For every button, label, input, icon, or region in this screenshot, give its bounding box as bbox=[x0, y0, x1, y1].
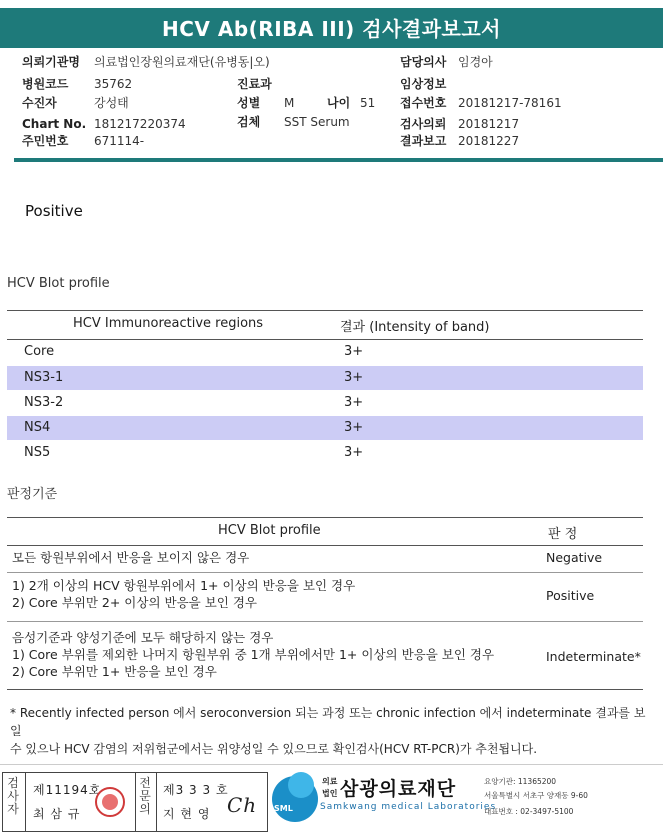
result-cell: 3+ bbox=[344, 445, 364, 460]
info-line-2: 서울특별시 서초구 양재동 9-60 bbox=[484, 791, 588, 800]
specialist-signature: Ch bbox=[227, 793, 258, 817]
signature-divider bbox=[25, 773, 26, 831]
table-row bbox=[7, 391, 643, 415]
criteria-row-2-judgement: Positive bbox=[546, 588, 595, 603]
region-cell: NS4 bbox=[24, 420, 51, 435]
blot-table-top-rule bbox=[7, 310, 643, 311]
specialist-label: 전문의 bbox=[139, 776, 151, 816]
criteria-title: 판정기준 bbox=[7, 487, 58, 502]
request-value: 20181217 bbox=[458, 117, 520, 131]
region-cell: NS3-1 bbox=[24, 370, 64, 385]
report-date-label: 결과보고 bbox=[400, 134, 447, 148]
footnote-line-2: 수 있으나 HCV 감염의 저위험군에서는 위양성일 수 있으므로 확인검사(HCV RT-PCR)가 추천됩니다. bbox=[10, 742, 538, 756]
signature-divider bbox=[135, 773, 136, 831]
sml-logo-accent-icon bbox=[288, 772, 314, 798]
result-cell: 3+ bbox=[344, 370, 364, 385]
signature-box bbox=[2, 772, 268, 832]
request-label: 검사의뢰 bbox=[400, 117, 447, 131]
specialist-number: 제3 3 3 호 bbox=[163, 783, 229, 797]
age-label: 나이 bbox=[327, 96, 351, 110]
info-line-3: 대표번호 : 02-3497-5100 bbox=[484, 807, 574, 816]
region-cell: Core bbox=[24, 344, 55, 359]
examiner-label: 검사자 bbox=[7, 776, 19, 816]
criteria-bottom-rule bbox=[7, 689, 643, 690]
col-header-region: HCV Immunoreactive regions bbox=[73, 316, 264, 331]
doctor-label: 담당의사 bbox=[400, 55, 447, 69]
age-value: 51 bbox=[360, 96, 376, 110]
region-cell: NS3-2 bbox=[24, 395, 64, 410]
region-cell: NS5 bbox=[24, 445, 51, 460]
result-cell: 3+ bbox=[344, 395, 364, 410]
criteria-row-1-judgement: Negative bbox=[546, 550, 603, 565]
table-row bbox=[7, 441, 643, 465]
dept-label: 진료과 bbox=[237, 77, 272, 91]
hospital-code-value: 35762 bbox=[94, 77, 133, 91]
examiner-name: 최 삼 규 bbox=[33, 807, 81, 821]
institution-value: 의료법인장원의료재단(유병동|오) bbox=[94, 55, 270, 69]
brand-prefix-top: 의료 bbox=[322, 777, 338, 786]
col-header-profile: HCV Blot profile bbox=[218, 523, 321, 538]
criteria-row-1-text: 모든 항원부위에서 반응을 보이지 않은 경우 bbox=[12, 550, 250, 565]
examiner-seal-icon bbox=[95, 787, 125, 817]
overall-result: Positive bbox=[25, 202, 83, 220]
criteria-header-rule bbox=[7, 545, 643, 546]
clinical-label: 임상정보 bbox=[400, 77, 447, 91]
criteria-row-2-line1: 1) 2개 이상의 HCV 항원부위에서 1+ 이상의 반응을 보인 경우 bbox=[12, 578, 356, 593]
footnote bbox=[10, 704, 646, 758]
brand-prefix-bottom: 법인 bbox=[322, 789, 338, 798]
criteria-row-3-line1: 음성기준과 양성기준에 모두 해당하지 않는 경우 bbox=[12, 630, 274, 645]
sex-value: M bbox=[284, 96, 295, 110]
criteria-row-3-judgement: Indeterminate* bbox=[546, 649, 641, 664]
criteria-row-rule bbox=[7, 572, 643, 573]
report-title-bar bbox=[0, 0, 663, 48]
table-row bbox=[7, 416, 643, 440]
info-line-1: 요양기관: 11365200 bbox=[484, 777, 557, 786]
chart-value: 181217220374 bbox=[94, 117, 186, 131]
brand-name: 삼광의료재단 bbox=[340, 778, 457, 800]
col-header-result: 결과 (Intensity of band) bbox=[340, 320, 490, 335]
receipt-value: 20181217-78161 bbox=[458, 96, 562, 110]
patient-header bbox=[14, 50, 663, 162]
doctor-value: 임경아 bbox=[458, 55, 493, 69]
examiner-number: 제11194호 bbox=[33, 783, 102, 797]
institution-label: 의뢰기관명 bbox=[22, 55, 80, 69]
report-title: HCV Ab(RIBA III) 검사결과보고서 bbox=[162, 16, 501, 41]
specimen-value: SST Serum bbox=[284, 115, 350, 129]
col-header-judgement: 판 정 bbox=[548, 527, 578, 542]
specialist-name: 지 현 영 bbox=[163, 807, 211, 821]
criteria-top-rule bbox=[7, 517, 643, 518]
footnote-line-1: * Recently infected person 에서 seroconversion 되는 과정 또는 chronic infection 에서 indeterminate 결과를 보일 bbox=[10, 706, 646, 738]
patient-value: 강성태 bbox=[94, 96, 129, 110]
patient-label: 수진자 bbox=[22, 96, 57, 110]
chart-label: Chart No. bbox=[22, 117, 87, 131]
table-row bbox=[7, 366, 643, 390]
receipt-label: 접수번호 bbox=[400, 96, 447, 110]
footer-divider bbox=[0, 764, 663, 765]
result-cell: 3+ bbox=[344, 344, 364, 359]
criteria-row-2-line2: 2) Core 부위만 2+ 이상의 반응을 보인 경우 bbox=[12, 595, 257, 610]
brand-english: Samkwang medical Laboratories bbox=[320, 802, 497, 812]
criteria-row-rule bbox=[7, 621, 643, 622]
report-footer bbox=[0, 768, 663, 836]
specimen-label: 검체 bbox=[237, 115, 261, 129]
result-cell: 3+ bbox=[344, 420, 364, 435]
criteria-row-3-line3: 2) Core 부위만 1+ 반응을 보인 경우 bbox=[12, 664, 217, 679]
resident-label: 주민번호 bbox=[22, 134, 69, 148]
table-row bbox=[7, 340, 643, 364]
resident-value: 671114- bbox=[94, 134, 145, 148]
criteria-row-3-line2: 1) Core 부위를 제외한 나머지 항원부위 중 1개 부위에서만 1+ 이상의 반응을 보인 경우 bbox=[12, 647, 495, 662]
sex-label: 성별 bbox=[237, 96, 261, 110]
report-date-value: 20181227 bbox=[458, 134, 520, 148]
logo-text: SML bbox=[274, 804, 293, 813]
signature-divider bbox=[156, 773, 157, 831]
hospital-code-label: 병원코드 bbox=[22, 77, 69, 91]
blot-profile-title: HCV Blot profile bbox=[7, 276, 110, 291]
